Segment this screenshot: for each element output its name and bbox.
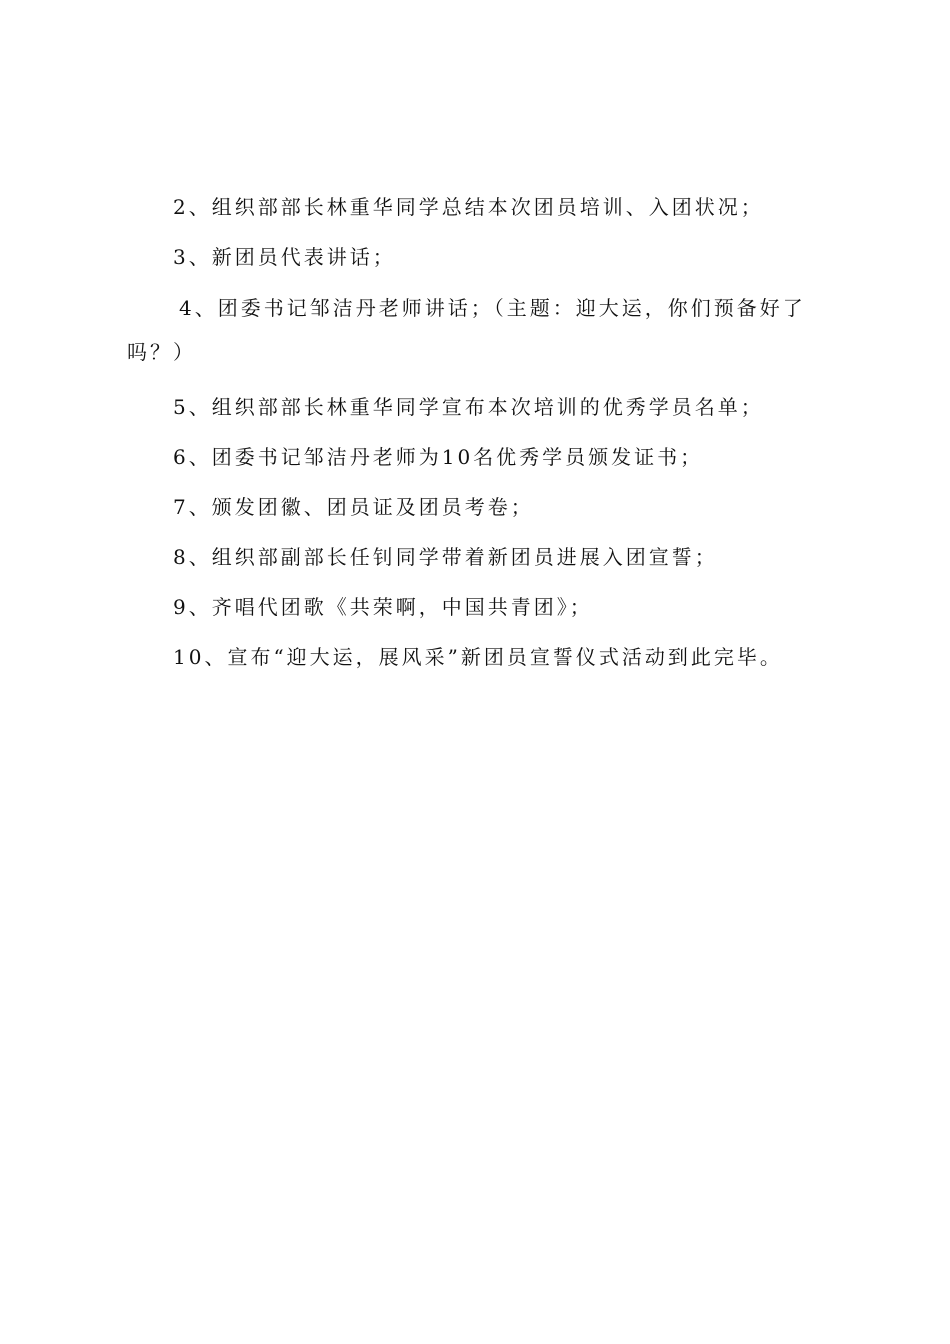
agenda-item-3: 3、新团员代表讲话； [173, 245, 396, 269]
agenda-item-4: 4、团委书记邹洁丹老师讲话；（主题：迎大运，你们预备好了吗？） [127, 296, 806, 364]
agenda-item-2: 2、组织部部长林重华同学总结本次团员培训、入团状况； [173, 195, 764, 219]
agenda-list [127, 190, 842, 690]
agenda-item-7: 7、颁发团徽、团员证及团员考卷； [173, 495, 534, 519]
agenda-item-10: 10、宣布“迎大运，展风采”新团员宣誓仪式活动到此完毕。 [173, 645, 783, 669]
agenda-item-8: 8、组织部副部长任钊同学带着新团员进展入团宣誓； [173, 545, 718, 569]
agenda-item-5: 5、组织部部长林重华同学宣布本次培训的优秀学员名单； [173, 395, 764, 419]
agenda-item-9: 9、齐唱代团歌《共荣啊，中国共青团》； [173, 595, 593, 619]
agenda-item-6: 6、团委书记邹洁丹老师为10名优秀学员颁发证书； [173, 445, 704, 469]
